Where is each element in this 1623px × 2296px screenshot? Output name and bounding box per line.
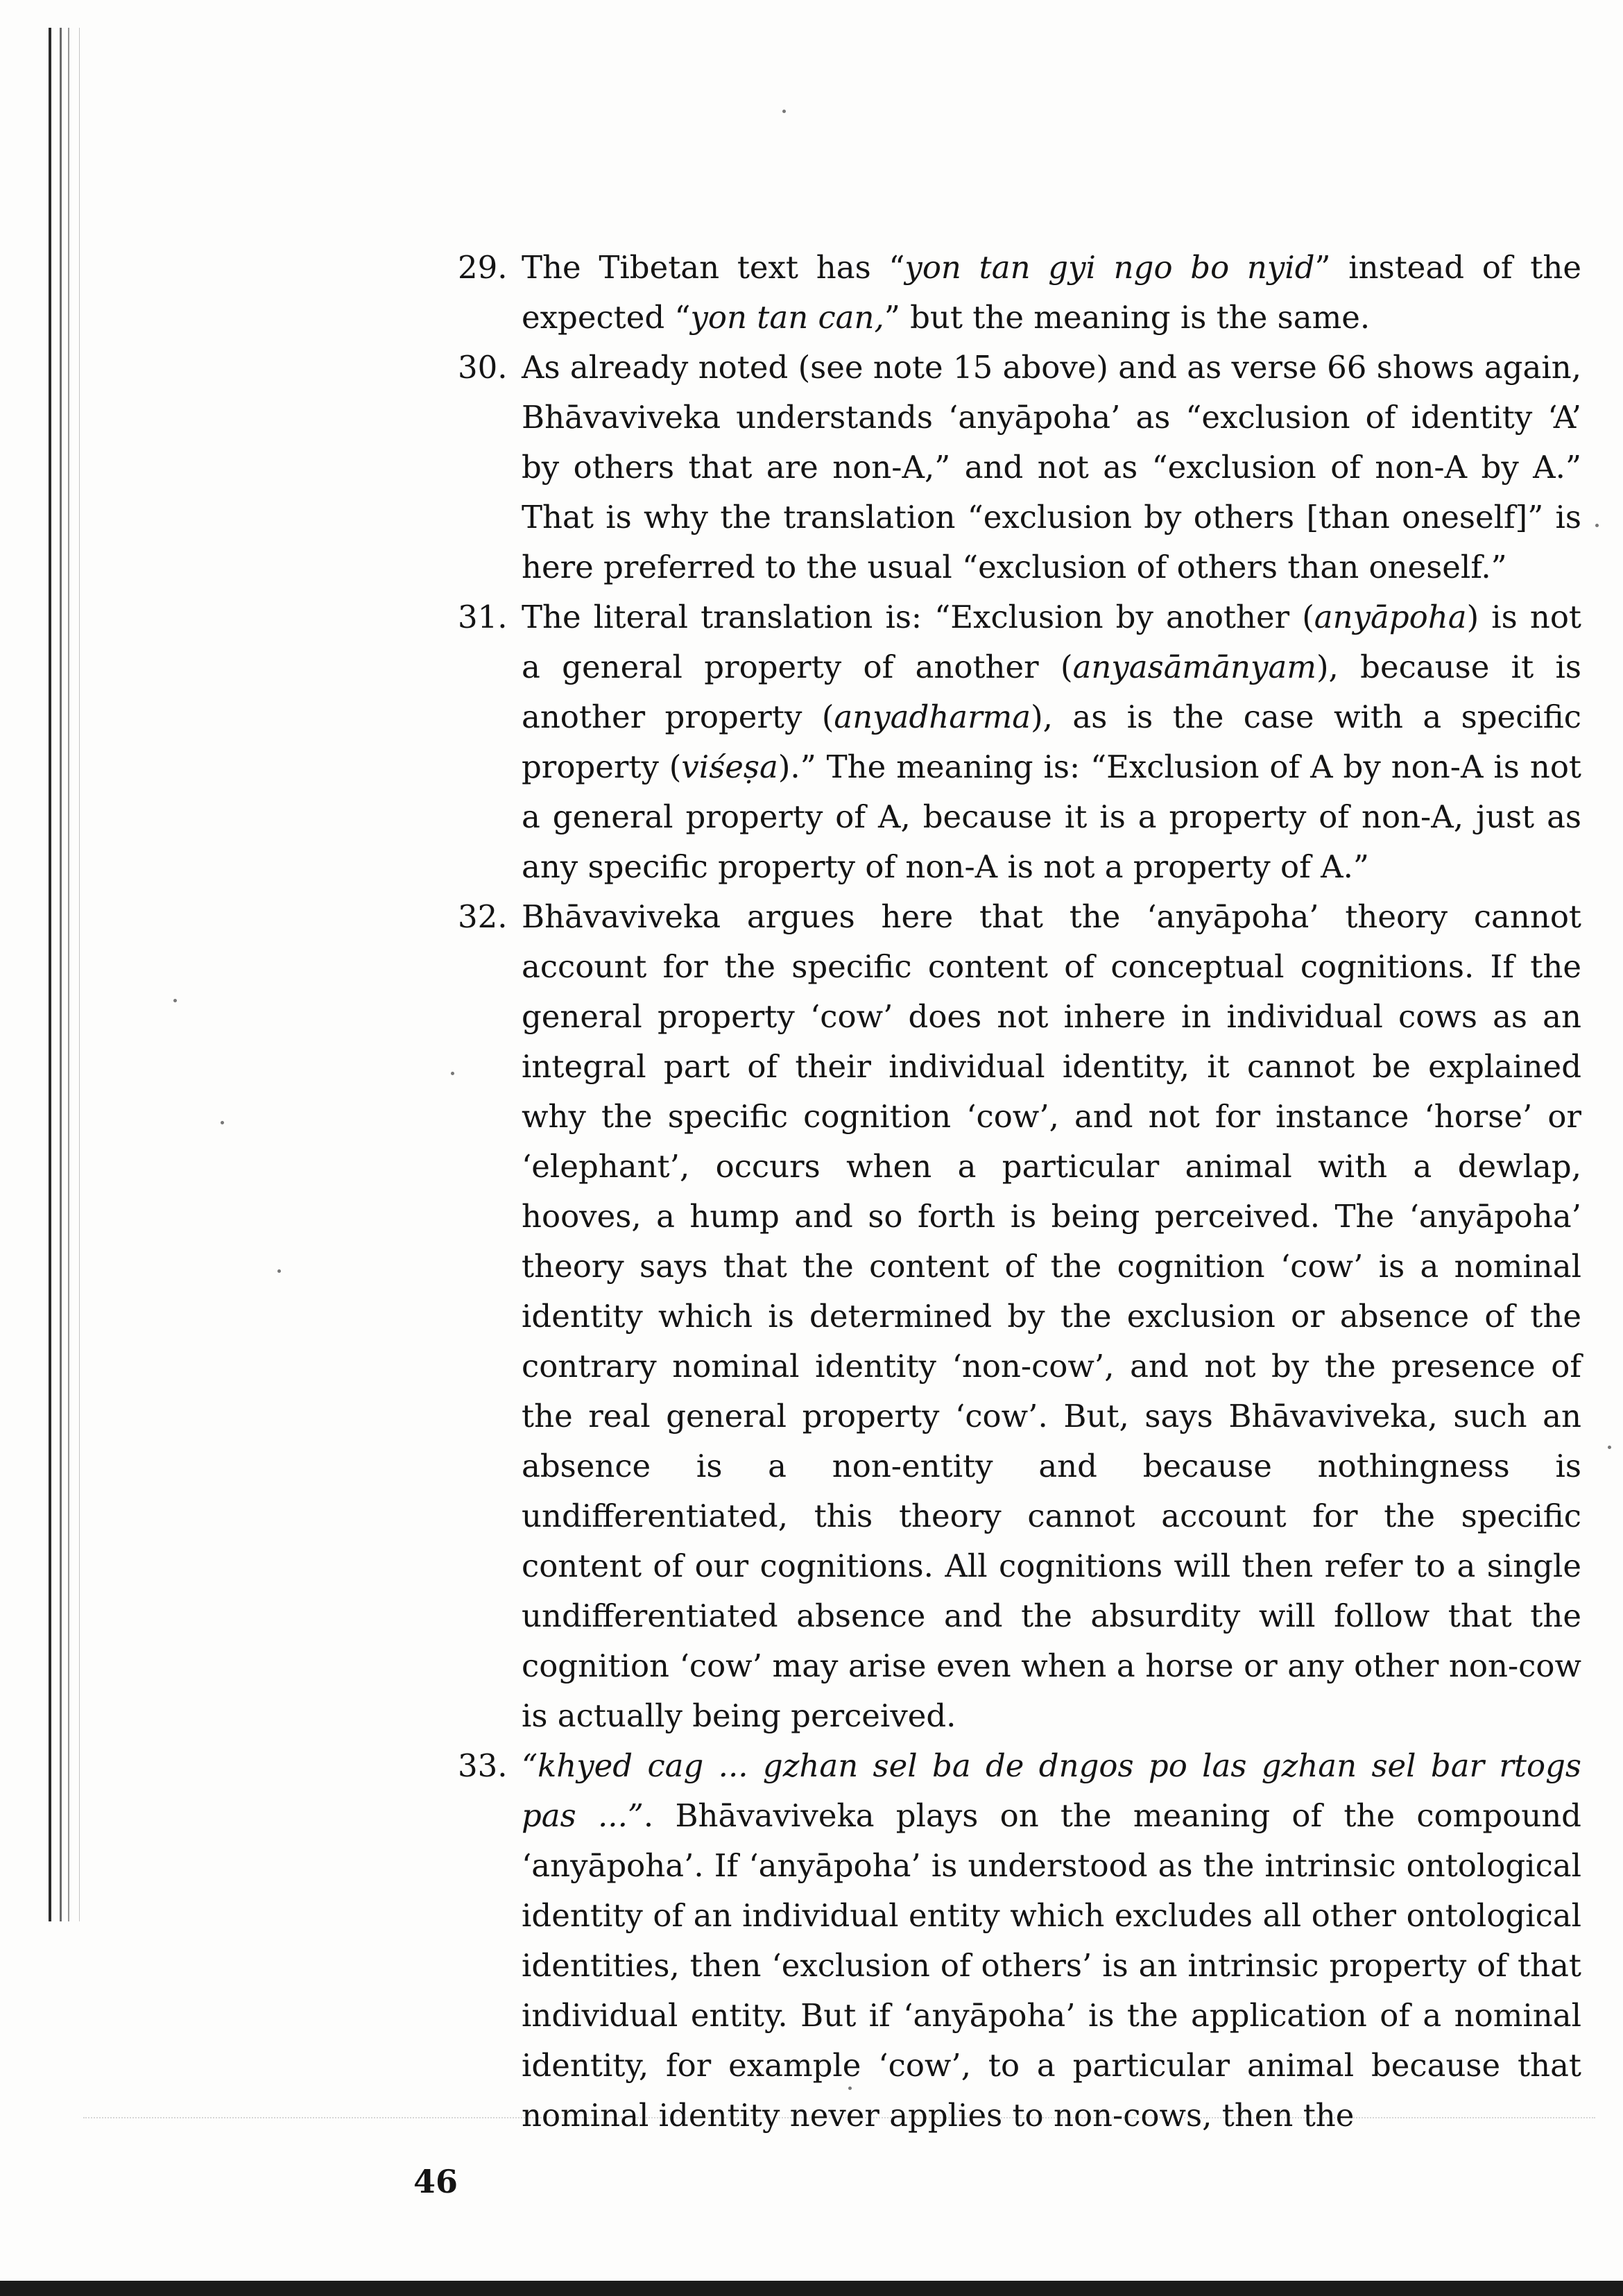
footnote xyxy=(458,243,1581,343)
footnote-text: ), as is the case with a specific property ( xyxy=(522,699,1582,785)
scan-speck xyxy=(221,1121,224,1124)
footnote-number: 32. xyxy=(458,898,508,935)
footnote-text: The literal translation is: “Exclusion by another ( xyxy=(522,599,1314,635)
footnote xyxy=(458,343,1581,592)
footnote-italic-text: yon tan gyi ngo bo nyid xyxy=(904,249,1315,286)
footnote-italic-text: anyadharma xyxy=(834,699,1031,735)
footnotes-list xyxy=(458,243,1581,2141)
footnote-text: The Tibetan text has “ xyxy=(522,249,905,286)
footnote-text: ).” The meaning is: “Exclusion of A by non-A is not a general property of A, because it is a property of non-A, just as any specific property of non-A is not a property of A.” xyxy=(522,748,1581,885)
footnote xyxy=(458,1741,1581,2141)
footnote xyxy=(458,592,1581,892)
footnote-italic-text: “khyed cag ... gzhan sel ba de dngos po las gzhan sel bar rtogs pas ...” xyxy=(522,1747,1581,1834)
footnote-italic-text: anyāpoha xyxy=(1314,599,1467,635)
footnote-text: ) is not a general property of another ( xyxy=(522,599,1581,685)
footnote-text: . Bhāvaviveka plays on the meaning of the compound ‘anyāpoha’. If ‘anyāpoha’ is understood as the intrinsic ontological identity of an individual entity which excludes all other ontological identities, then ‘exclusion of others’ is an intrinsic property of that individual entity. But if ‘anyāpoha’ is the application of a nominal identity, for example ‘cow’, to a particular animal because that nominal identity never applies to non-cows, then the xyxy=(522,1797,1581,2134)
footnote-text: ” instead of the expected “ xyxy=(522,249,1581,336)
footnote-text: As already noted (see note 15 above) and as verse 66 shows again, Bhāvaviveka understands ‘anyāpoha’ as “exclusion of identity ‘A’ by others that are non-A,” and not as “exclusion of non-A by A.” That is why the translation “exclusion by others [than oneself]” is here preferred to the usual “exclusion of others than oneself.” xyxy=(522,349,1581,585)
footnote-number: 30. xyxy=(458,349,508,386)
footnote-number: 33. xyxy=(458,1747,508,1784)
footnote-text: ), because it is another property ( xyxy=(522,649,1581,735)
scan-bottom-edge xyxy=(0,2281,1623,2296)
scan-speck xyxy=(277,1269,281,1273)
binding-edge xyxy=(49,28,97,1921)
footnote-number: 31. xyxy=(458,599,508,635)
footnote-italic-text: anyasāmānyam xyxy=(1072,649,1316,685)
footnote-text: ” but the meaning is the same. xyxy=(884,299,1371,336)
footnote-text: Bhāvaviveka argues here that the ‘anyāpoha’ theory cannot account for the specific content of conceptual cognitions. If the general property ‘cow’ does not inhere in individual cows as an integral part of their individual identity, it cannot be explained why the specific cognition ‘cow’, and not for instance ‘horse’ or ‘elephant’, occurs when a particular animal with a dewlap, hooves, a hump and so forth is being perceived. The ‘anyāpoha’ theory says that the content of the cognition ‘cow’ is a nominal identity which is determined by the exclusion or absence of the contrary nominal identity ‘non-cow’, and not by the presence of the real general property ‘cow’. But, says Bhāvaviveka, such an absence is a non-entity and because nothingness is undifferentiated, this theory cannot account for the specific content of our cognitions. All cognitions will then refer to a single undifferentiated absence and the absurdity will follow that the cognition ‘cow’ may arise even when a horse or any other non-cow is actually being perceived. xyxy=(522,898,1581,1734)
scan-speck xyxy=(782,110,786,113)
page-number: 46 xyxy=(413,2163,458,2200)
scan-speck xyxy=(1608,1446,1611,1449)
footnote xyxy=(458,892,1581,1741)
footnote-number: 29. xyxy=(458,249,508,286)
scan-speck xyxy=(451,1072,454,1075)
footnote-italic-text: yon tan can, xyxy=(690,299,884,336)
footnote-italic-text: viśeṣa xyxy=(681,748,778,785)
scan-speck xyxy=(173,999,177,1002)
scan-speck xyxy=(1595,524,1599,527)
